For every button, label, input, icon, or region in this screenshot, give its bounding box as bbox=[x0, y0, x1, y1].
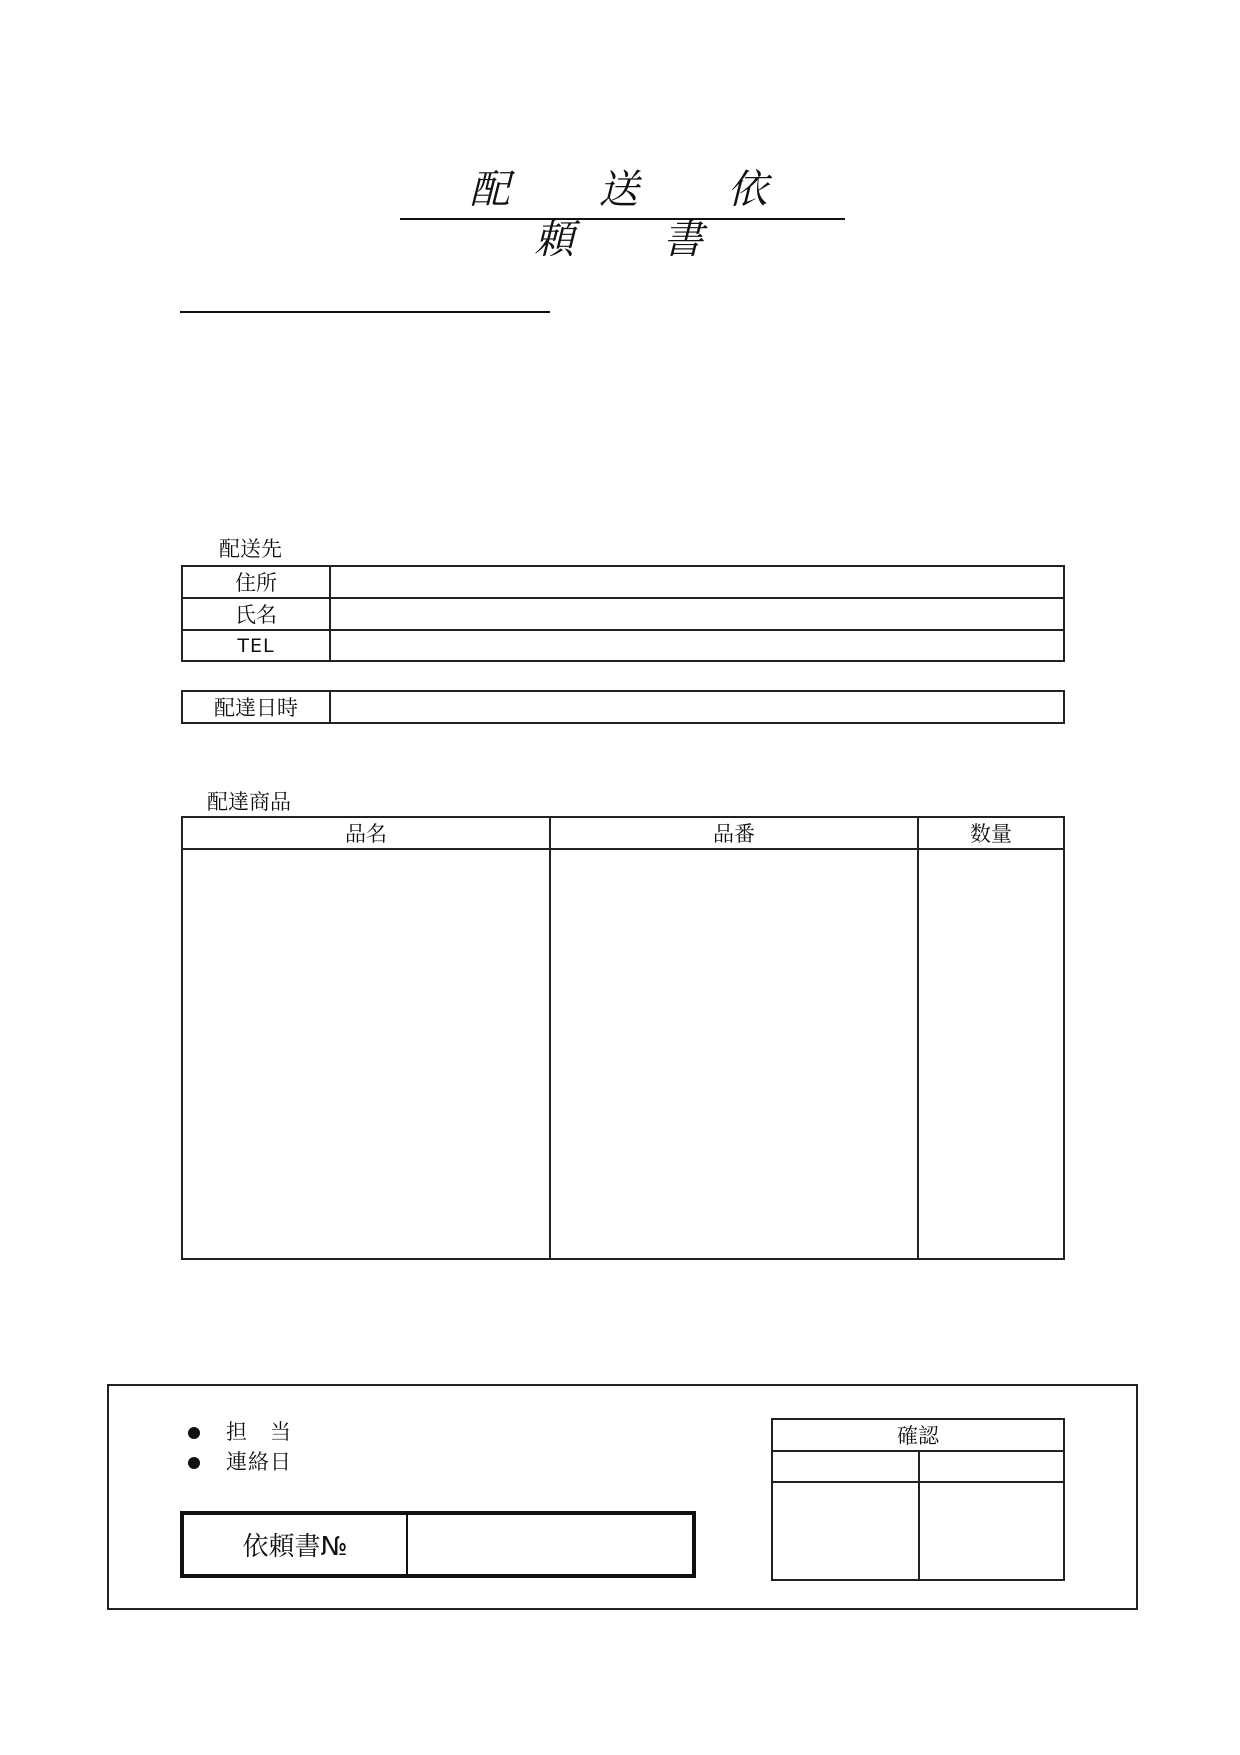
request-number-box bbox=[180, 1511, 696, 1578]
table-row bbox=[772, 1451, 1064, 1482]
name-field[interactable] bbox=[330, 598, 1064, 630]
recipient-section-label: 配送先 bbox=[219, 537, 282, 561]
products-table bbox=[181, 816, 1065, 1260]
confirmation-stamp-cell-2[interactable] bbox=[919, 1482, 1064, 1580]
table-row bbox=[182, 691, 1064, 723]
table-row bbox=[182, 630, 1064, 661]
table-row bbox=[182, 849, 1064, 1259]
confirmation-name-cell-1[interactable] bbox=[772, 1451, 919, 1482]
column-header-item-name: 品名 bbox=[182, 817, 550, 849]
table-row bbox=[182, 598, 1064, 630]
document-title: 配 送 依 頼 書 bbox=[400, 165, 845, 220]
person-in-charge-label: 担 当 bbox=[226, 1420, 292, 1444]
bullet-contact-date bbox=[188, 1447, 292, 1477]
request-number-field[interactable] bbox=[408, 1515, 692, 1574]
column-header-item-number: 品番 bbox=[550, 817, 918, 849]
delivery-datetime-label: 配達日時 bbox=[182, 691, 330, 723]
confirmation-name-cell-2[interactable] bbox=[919, 1451, 1064, 1482]
products-section-label: 配達商品 bbox=[207, 790, 291, 814]
table-row bbox=[772, 1482, 1064, 1580]
recipient-table bbox=[181, 565, 1065, 662]
bullet-dot-icon bbox=[188, 1427, 200, 1439]
address-field[interactable] bbox=[330, 566, 1064, 598]
bullet-person-in-charge bbox=[188, 1417, 292, 1447]
request-number-label: 依頼書№ bbox=[184, 1515, 408, 1574]
confirmation-table bbox=[771, 1418, 1065, 1581]
column-header-quantity: 数量 bbox=[918, 817, 1064, 849]
delivery-datetime-table bbox=[181, 690, 1065, 724]
table-header-row bbox=[772, 1419, 1064, 1451]
name-label: 氏名 bbox=[182, 598, 330, 630]
bullet-dot-icon bbox=[188, 1457, 200, 1469]
table-header-row bbox=[182, 817, 1064, 849]
address-label: 住所 bbox=[182, 566, 330, 598]
confirmation-stamp-cell-1[interactable] bbox=[772, 1482, 919, 1580]
addressee-line bbox=[180, 311, 550, 313]
tel-field[interactable] bbox=[330, 630, 1064, 661]
item-name-cell[interactable] bbox=[182, 849, 550, 1259]
tel-label: TEL bbox=[182, 630, 330, 661]
confirmation-label: 確認 bbox=[772, 1419, 1064, 1451]
quantity-cell[interactable] bbox=[918, 849, 1064, 1259]
contact-date-label: 連絡日 bbox=[226, 1450, 292, 1474]
delivery-datetime-field[interactable] bbox=[330, 691, 1064, 723]
item-number-cell[interactable] bbox=[550, 849, 918, 1259]
table-row bbox=[182, 566, 1064, 598]
